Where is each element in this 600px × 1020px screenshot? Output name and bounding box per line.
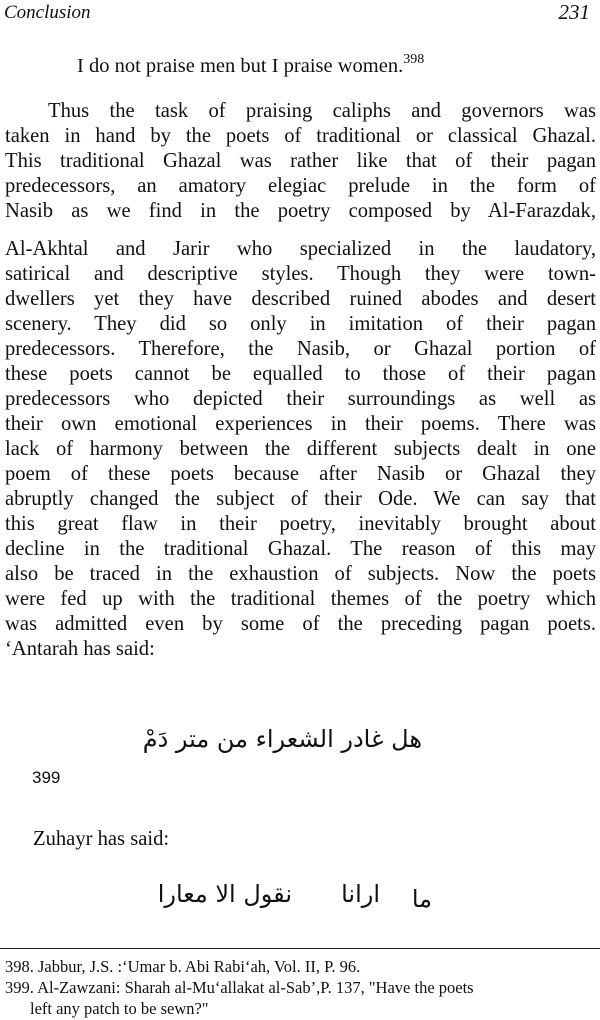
body-line: dwellers yet they have described ruined abodes and desert (5, 288, 596, 310)
epigraph (77, 52, 424, 78)
footnote-399: 399. Al-Zawzani: Sharah al-Mu‘allakat al-Sab’,P. 137, "Have the poets (5, 978, 474, 997)
arabic-verse-zuhayr-3: نقول الا معارا (157, 880, 292, 908)
body-line: predecessors who depicted their surroundings as well as (5, 388, 596, 410)
body-line: predecessors. Therefore, the Nasib, or Ghazal portion of (5, 338, 596, 360)
body-line: this great flaw in their poetry, inevitably brought about (5, 513, 596, 535)
body-line: Al-Akhtal and Jarir who specialized in the laudatory, (5, 238, 596, 260)
footnote-398: 398. Jabbur, J.S. :‘Umar b. Abi Rabi‘ah, Vol. II, P. 96. (5, 957, 361, 976)
epigraph-text: I do not praise men but I praise women. (77, 55, 404, 77)
body-line: ‘Antarah has said: (5, 638, 155, 660)
body-line: also be traced in the exhaustion of subjects. Now the poets (5, 563, 596, 585)
arabic-verse-zuhayr-1: ما (411, 885, 432, 913)
running-head: Conclusion (4, 2, 91, 23)
footnote-divider (0, 948, 600, 949)
footnote-ref-399[interactable]: 399 (32, 768, 61, 787)
arabic-verse-antarah: هل غادر الشعراء من متر دَمْ (142, 725, 422, 753)
body-line: their own emotional experiences in their poems. There was (5, 413, 596, 435)
body-line: these poets cannot be equalled to those of their pagan (5, 363, 596, 385)
body-line: This traditional Ghazal was rather like that of their pagan (5, 150, 596, 172)
arabic-verse-zuhayr-2: ارانا (341, 880, 380, 908)
body-line: predecessors, an amatory elegiac prelude in the form of (5, 175, 596, 197)
body-line: lack of harmony between the different subjects dealt in one (5, 438, 596, 460)
body-line: taken in hand by the poets of traditional or classical Ghazal. (5, 125, 596, 147)
body-line: Thus the task of praising caliphs and governors was (48, 100, 596, 122)
body-line: poem of these poets because after Nasib or Ghazal they (5, 463, 596, 485)
body-line: scenery. They did so only in imitation of their pagan (5, 313, 596, 335)
body-line: was admitted even by some of the preceding pagan poets. (5, 613, 596, 635)
body-line: decline in the traditional Ghazal. The reason of this may (5, 538, 596, 560)
footnote-ref-398[interactable]: 398 (403, 52, 425, 67)
body-line: abruptly changed the subject of their Ode. We can say that (5, 488, 596, 510)
body-line: Nasib as we find in the poetry composed by Al-Farazdak, (5, 200, 596, 222)
body-line: satirical and descriptive styles. Though they were town- (5, 263, 596, 285)
page-number: 231 (558, 0, 590, 24)
footnote-399-continued: left any patch to be sewn?" (30, 999, 209, 1018)
page-header (0, 0, 600, 30)
zuhayr-intro: Zuhayr has said: (33, 828, 170, 850)
body-line: were fed up with the traditional themes of the poetry which (5, 588, 596, 610)
